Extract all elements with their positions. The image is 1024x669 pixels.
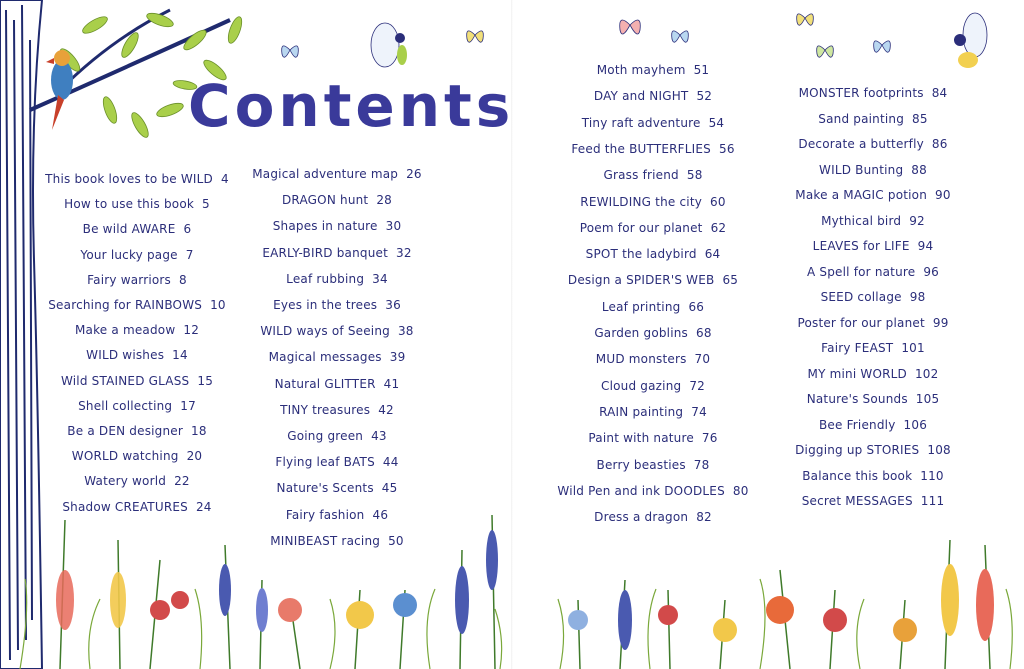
contents-entry <box>67 424 206 438</box>
entry-label: MINIBEAST racing <box>270 533 381 548</box>
contents-entry <box>252 167 422 181</box>
entry-label: Your lucky page <box>80 247 178 262</box>
contents-entry <box>280 403 394 417</box>
contents-entry <box>277 481 398 495</box>
contents-entry <box>568 273 738 287</box>
entry-label: Balance this book <box>802 468 913 483</box>
entry-page-number: 46 <box>372 507 389 522</box>
entry-label: Going green <box>287 429 364 443</box>
contents-entry <box>797 316 948 330</box>
entry-label: Magical adventure map <box>252 167 399 181</box>
entry-label: Grass friend <box>603 168 679 183</box>
entry-page-number: 28 <box>376 193 393 208</box>
entry-page-number: 44 <box>382 455 399 470</box>
contents-entry <box>594 510 712 524</box>
entry-page-number: 111 <box>920 494 945 508</box>
contents-entry <box>580 195 725 209</box>
contents-entry <box>86 348 188 362</box>
entry-page-number: 110 <box>920 468 944 483</box>
entry-page-number: 88 <box>911 162 927 177</box>
contents-entry <box>286 272 388 286</box>
entry-page-number: 58 <box>686 168 703 183</box>
contents-entry <box>273 219 402 233</box>
entry-page-number: 18 <box>191 424 207 438</box>
entry-label: How to use this book <box>64 197 195 212</box>
contents-entry <box>287 429 387 443</box>
contents-entry <box>795 188 950 202</box>
entry-label: Nature's Scents <box>276 481 374 496</box>
contents-entry <box>599 405 707 419</box>
flowers-icon <box>60 515 990 669</box>
contents-entry <box>601 379 705 393</box>
entry-page-number: 6 <box>183 222 192 237</box>
entry-label: SEED collage <box>820 290 902 304</box>
entry-label: Decorate a butterfly <box>798 137 924 151</box>
entry-label: Wild STAINED GLASS <box>60 373 190 388</box>
entry-label: Be a DEN designer <box>67 424 184 438</box>
entry-page-number: 108 <box>927 443 951 457</box>
contents-entry <box>821 341 925 355</box>
contents-entry <box>48 298 226 312</box>
entry-label: Searching for RAINBOWS <box>48 298 203 312</box>
entry-label: SPOT the ladybird <box>585 247 697 262</box>
entry-label: Make a MAGIC potion <box>795 188 928 202</box>
entry-label: Secret MESSAGES <box>801 494 913 508</box>
entry-page-number: 72 <box>689 378 705 393</box>
entry-page-number: 106 <box>903 417 928 432</box>
entry-page-number: 90 <box>935 188 951 202</box>
entry-page-number: 52 <box>696 89 713 104</box>
contents-entry <box>597 458 710 472</box>
entry-label: REWILDING the city <box>580 194 703 209</box>
entry-page-number: 99 <box>932 315 949 330</box>
entry-page-number: 32 <box>396 245 412 260</box>
contents-entry <box>80 248 193 262</box>
contents-entry <box>270 534 404 548</box>
entry-label: A Spell for nature <box>806 264 916 279</box>
contents-entry <box>802 494 945 508</box>
entry-label: Make a meadow <box>74 323 176 338</box>
contents-entry <box>819 418 927 432</box>
entry-page-number: 42 <box>378 402 394 417</box>
entry-label: Wild Pen and ink DOODLES <box>557 483 725 498</box>
contents-entry <box>84 474 190 488</box>
entry-page-number: 22 <box>174 474 190 489</box>
contents-entry <box>586 247 721 261</box>
entry-label: Eyes in the trees <box>273 298 378 312</box>
contents-entry <box>795 443 951 457</box>
entry-label: Dress a dragon <box>594 510 689 525</box>
contents-entry <box>798 137 947 151</box>
entry-label: Tiny raft adventure <box>581 115 701 130</box>
contents-entry <box>596 352 710 366</box>
entry-page-number: 8 <box>178 272 187 287</box>
contents-entry <box>821 214 925 228</box>
entry-page-number: 68 <box>696 326 712 340</box>
contents-entry <box>78 399 196 413</box>
entry-page-number: 38 <box>397 324 414 339</box>
entry-label: Sand painting <box>818 111 905 126</box>
contents-entry <box>87 273 187 287</box>
contents-entry <box>557 484 748 498</box>
entry-label: TINY treasures <box>280 402 371 417</box>
contents-entry <box>602 300 704 314</box>
entry-page-number: 20 <box>186 449 203 464</box>
entry-page-number: 60 <box>710 194 726 209</box>
entry-page-number: 80 <box>732 483 749 498</box>
entry-page-number: 70 <box>694 352 711 367</box>
entry-page-number: 41 <box>383 376 400 391</box>
entry-page-number: 4 <box>221 172 229 186</box>
entry-label: Shell collecting <box>78 398 173 413</box>
grass-icon <box>20 579 1012 669</box>
contents-entry <box>571 142 734 156</box>
entry-label: Feed the BUTTERFLIES <box>571 141 711 156</box>
entry-page-number: 12 <box>183 323 200 338</box>
contents-entry <box>75 323 199 337</box>
contents-entry <box>813 239 934 253</box>
entry-page-number: 102 <box>914 366 939 381</box>
entry-label: Design a SPIDER'S WEB <box>567 273 715 288</box>
entry-label: WILD ways of Seeing <box>260 324 390 339</box>
entry-page-number: 43 <box>371 429 387 443</box>
entry-label: DAY and NIGHT <box>593 89 689 104</box>
entry-page-number: 26 <box>406 167 422 181</box>
flower-heads-icon <box>56 530 994 650</box>
entry-label: WILD wishes <box>86 348 165 363</box>
entry-page-number: 78 <box>693 457 710 472</box>
entry-label: Fairy FEAST <box>821 341 894 355</box>
entry-label: RAIN painting <box>599 404 684 419</box>
entry-label: Mythical bird <box>821 213 902 228</box>
contents-entry <box>275 455 398 469</box>
entry-label: MONSTER footprints <box>798 86 924 100</box>
contents-entry <box>802 469 944 483</box>
contents-entry <box>821 290 926 304</box>
contents-entry <box>72 449 203 463</box>
entry-page-number: 14 <box>172 348 188 363</box>
entry-page-number: 76 <box>701 431 718 446</box>
entry-label: WORLD watching <box>71 449 179 464</box>
entry-label: Shapes in nature <box>272 219 378 234</box>
entry-page-number: 36 <box>385 298 401 312</box>
entry-page-number: 45 <box>381 481 398 496</box>
contents-entry <box>818 112 927 126</box>
entry-label: Natural GLITTER <box>274 376 376 391</box>
entry-page-number: 39 <box>389 350 406 365</box>
entry-label: Leaf rubbing <box>286 271 365 286</box>
entry-page-number: 85 <box>912 111 928 126</box>
contents-entry <box>64 197 210 211</box>
contents-entry <box>262 246 411 260</box>
fairy-icon <box>371 13 987 68</box>
contents-entry <box>603 168 702 182</box>
entry-page-number: 64 <box>704 247 721 262</box>
entry-label: DRAGON hunt <box>281 193 369 208</box>
entry-page-number: 86 <box>931 137 948 151</box>
entry-page-number: 5 <box>202 197 210 212</box>
entry-label: Magical messages <box>268 350 382 365</box>
entry-label: Be wild AWARE <box>82 222 176 237</box>
entry-page-number: 34 <box>372 271 388 286</box>
entry-page-number: 15 <box>197 373 214 388</box>
entry-label: Berry beasties <box>596 457 686 472</box>
entry-page-number: 101 <box>901 341 925 355</box>
entry-label: Poem for our planet <box>579 220 703 235</box>
entry-page-number: 62 <box>710 220 727 235</box>
entry-page-number: 7 <box>185 247 194 262</box>
contents-entry <box>61 374 213 388</box>
contents-entry <box>83 222 192 236</box>
entry-label: EARLY-BIRD banquet <box>262 245 389 260</box>
contents-entry <box>62 500 211 514</box>
contents-entry <box>45 172 229 186</box>
entry-label: WILD Bunting <box>819 162 904 177</box>
entry-page-number: 105 <box>915 392 940 406</box>
contents-entry <box>597 63 710 77</box>
entry-label: Garden goblins <box>594 326 689 340</box>
entry-label: MY mini WORLD <box>807 366 907 381</box>
contents-entry <box>260 324 413 338</box>
entry-page-number: 98 <box>909 290 926 304</box>
page-title: Contents <box>188 72 515 140</box>
entry-label: Shadow CREATURES <box>62 499 188 514</box>
contents-entry <box>594 326 711 340</box>
entry-page-number: 82 <box>696 510 712 525</box>
entry-label: Paint with nature <box>588 431 694 446</box>
entry-label: MUD monsters <box>595 352 687 367</box>
entry-label: Fairy fashion <box>285 507 365 522</box>
entry-page-number: 10 <box>210 298 226 312</box>
entry-page-number: 65 <box>722 273 739 288</box>
entry-label: Poster for our planet <box>797 315 925 330</box>
contents-entry <box>819 163 927 177</box>
contents-entry <box>799 86 948 100</box>
contents-entry <box>807 265 939 279</box>
contents-entry <box>275 377 400 391</box>
contents-entry <box>273 298 401 312</box>
entry-page-number: 74 <box>691 404 707 419</box>
entry-label: Digging up STORIES <box>795 443 920 457</box>
entry-page-number: 30 <box>385 219 402 234</box>
entry-page-number: 56 <box>719 141 735 156</box>
contents-entry <box>594 89 712 103</box>
entry-page-number: 51 <box>693 63 710 77</box>
contents-entry <box>286 508 388 522</box>
entry-label: LEAVES for LIFE <box>812 239 910 253</box>
contents-entry <box>808 367 939 381</box>
entry-label: This book loves to be WILD <box>45 172 213 186</box>
entry-page-number: 50 <box>388 533 404 548</box>
entry-page-number: 66 <box>688 299 705 314</box>
entry-label: Fairy warriors <box>87 272 171 287</box>
entry-label: Flying leaf BATS <box>275 455 375 470</box>
entry-label: Watery world <box>84 474 167 489</box>
entry-page-number: 17 <box>180 398 196 413</box>
contents-entry <box>582 116 725 130</box>
entry-label: Nature's Sounds <box>806 392 908 406</box>
entry-page-number: 54 <box>708 115 725 130</box>
entry-page-number: 94 <box>917 239 934 253</box>
entry-label: Cloud gazing <box>601 378 682 393</box>
entry-label: Bee Friendly <box>818 417 896 432</box>
contents-entry <box>580 221 727 235</box>
contents-entry <box>807 392 940 406</box>
contents-entry <box>282 193 392 207</box>
entry-page-number: 84 <box>931 86 948 100</box>
contents-entry <box>588 431 717 445</box>
entry-label: Leaf printing <box>601 299 681 314</box>
entry-page-number: 96 <box>923 264 940 279</box>
entry-label: Moth mayhem <box>596 63 686 77</box>
entry-page-number: 92 <box>909 213 925 228</box>
entry-page-number: 24 <box>195 499 212 514</box>
contents-entry <box>269 350 406 364</box>
